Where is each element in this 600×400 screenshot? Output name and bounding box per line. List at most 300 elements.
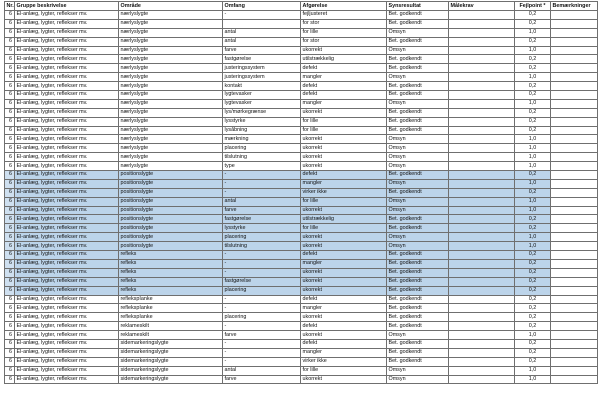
cell-bemaerkninger xyxy=(551,286,598,295)
cell-bemaerkninger xyxy=(551,11,598,20)
cell-omraade: refleks xyxy=(119,277,223,286)
cell-maalekrav xyxy=(449,46,515,55)
cell-nr: 6 xyxy=(5,322,15,331)
table-row xyxy=(5,179,598,188)
cell-maalekrav xyxy=(449,224,515,233)
cell-omfang: tilslutning xyxy=(223,153,301,162)
table-row xyxy=(5,188,598,197)
cell-gruppe: El-anlæg, lygter, reflekser mv. xyxy=(15,215,119,224)
cell-omfang: antal xyxy=(223,28,301,37)
cell-omraade: refleks xyxy=(119,286,223,295)
table-row xyxy=(5,295,598,304)
cell-nr: 6 xyxy=(5,197,15,206)
header-maalekrav: Målekrav xyxy=(449,2,515,11)
cell-gruppe: El-anlæg, lygter, reflekser mv. xyxy=(15,108,119,117)
table-row xyxy=(5,144,598,153)
cell-fejlpoint: 1,0 xyxy=(515,46,551,55)
table-row xyxy=(5,215,598,224)
table-row xyxy=(5,331,598,340)
cell-bemaerkninger xyxy=(551,357,598,366)
cell-afgoerelse: for lille xyxy=(301,197,387,206)
cell-maalekrav xyxy=(449,286,515,295)
cell-fejlpoint: 0,2 xyxy=(515,268,551,277)
cell-afgoerelse: ukorrekt xyxy=(301,242,387,251)
table-row xyxy=(5,82,598,91)
cell-synsresultat: Omsyn xyxy=(387,375,449,384)
cell-fejlpoint: 0,2 xyxy=(515,357,551,366)
table-row xyxy=(5,117,598,126)
inspection-table xyxy=(4,1,598,384)
cell-fejlpoint: 1,0 xyxy=(515,73,551,82)
cell-synsresultat: Bet. godkendt xyxy=(387,215,449,224)
cell-fejlpoint: 0,2 xyxy=(515,348,551,357)
cell-synsresultat: Bet. godkendt xyxy=(387,357,449,366)
cell-omfang: fastgørelse xyxy=(223,277,301,286)
header-bemaerkninger: Bemærkninger xyxy=(551,2,598,11)
cell-nr: 6 xyxy=(5,108,15,117)
cell-gruppe: El-anlæg, lygter, reflekser mv. xyxy=(15,144,119,153)
cell-nr: 6 xyxy=(5,99,15,108)
cell-nr: 6 xyxy=(5,55,15,64)
cell-nr: 6 xyxy=(5,153,15,162)
cell-maalekrav xyxy=(449,11,515,20)
table-row xyxy=(5,339,598,348)
cell-fejlpoint: 0,2 xyxy=(515,295,551,304)
cell-fejlpoint: 0,2 xyxy=(515,11,551,20)
cell-gruppe: El-anlæg, lygter, reflekser mv. xyxy=(15,286,119,295)
cell-afgoerelse: for stor xyxy=(301,19,387,28)
cell-synsresultat: Bet. godkendt xyxy=(387,171,449,180)
cell-synsresultat: Omsyn xyxy=(387,197,449,206)
cell-omraade: sidemarkeringslygte xyxy=(119,357,223,366)
cell-omfang: - xyxy=(223,339,301,348)
cell-omraade: nærlyslygte xyxy=(119,19,223,28)
table-row xyxy=(5,64,598,73)
table-row xyxy=(5,11,598,20)
cell-gruppe: El-anlæg, lygter, reflekser mv. xyxy=(15,242,119,251)
header-fejlpoint: Fejlpoint * xyxy=(515,2,551,11)
cell-maalekrav xyxy=(449,55,515,64)
table-row xyxy=(5,135,598,144)
cell-maalekrav xyxy=(449,357,515,366)
cell-afgoerelse: defekt xyxy=(301,91,387,100)
cell-nr: 6 xyxy=(5,375,15,384)
cell-gruppe: El-anlæg, lygter, reflekser mv. xyxy=(15,251,119,260)
cell-afgoerelse: for lille xyxy=(301,224,387,233)
cell-bemaerkninger xyxy=(551,277,598,286)
cell-bemaerkninger xyxy=(551,162,598,171)
cell-omfang: placering xyxy=(223,233,301,242)
table-row xyxy=(5,348,598,357)
cell-gruppe: El-anlæg, lygter, reflekser mv. xyxy=(15,304,119,313)
table-row xyxy=(5,126,598,135)
cell-afgoerelse: ukorrekt xyxy=(301,277,387,286)
cell-omfang: antal xyxy=(223,37,301,46)
cell-omraade: nærlyslygte xyxy=(119,126,223,135)
cell-synsresultat: Omsyn xyxy=(387,46,449,55)
cell-nr: 6 xyxy=(5,171,15,180)
cell-omfang: type xyxy=(223,162,301,171)
header-omraade: Område xyxy=(119,2,223,11)
cell-bemaerkninger xyxy=(551,304,598,313)
cell-nr: 6 xyxy=(5,268,15,277)
cell-fejlpoint: 0,2 xyxy=(515,304,551,313)
cell-omraade: nærlyslygte xyxy=(119,153,223,162)
cell-fejlpoint: 1,0 xyxy=(515,331,551,340)
cell-synsresultat: Omsyn xyxy=(387,99,449,108)
cell-gruppe: El-anlæg, lygter, reflekser mv. xyxy=(15,224,119,233)
cell-fejlpoint: 0,2 xyxy=(515,19,551,28)
cell-nr: 6 xyxy=(5,277,15,286)
cell-afgoerelse: defekt xyxy=(301,171,387,180)
cell-synsresultat: Omsyn xyxy=(387,73,449,82)
cell-omraade: positionslygte xyxy=(119,197,223,206)
cell-afgoerelse: defekt xyxy=(301,251,387,260)
cell-nr: 6 xyxy=(5,224,15,233)
cell-omfang: farve xyxy=(223,331,301,340)
cell-fejlpoint: 0,2 xyxy=(515,82,551,91)
table-row xyxy=(5,28,598,37)
cell-synsresultat: Bet. godkendt xyxy=(387,82,449,91)
cell-fejlpoint: 0,2 xyxy=(515,224,551,233)
cell-nr: 6 xyxy=(5,19,15,28)
cell-nr: 6 xyxy=(5,28,15,37)
cell-nr: 6 xyxy=(5,286,15,295)
cell-omfang: - xyxy=(223,259,301,268)
cell-maalekrav xyxy=(449,99,515,108)
cell-afgoerelse: for lille xyxy=(301,366,387,375)
cell-afgoerelse: defekt xyxy=(301,64,387,73)
cell-bemaerkninger xyxy=(551,233,598,242)
cell-bemaerkninger xyxy=(551,171,598,180)
cell-bemaerkninger xyxy=(551,206,598,215)
cell-omraade: reflekspIanke xyxy=(119,295,223,304)
cell-omraade: reflekspIanke xyxy=(119,313,223,322)
cell-omfang: lysåbning xyxy=(223,126,301,135)
cell-maalekrav xyxy=(449,339,515,348)
cell-omraade: sidemarkeringslygte xyxy=(119,348,223,357)
cell-nr: 6 xyxy=(5,339,15,348)
cell-synsresultat: Omsyn xyxy=(387,366,449,375)
cell-bemaerkninger xyxy=(551,313,598,322)
cell-fejlpoint: 1,0 xyxy=(515,375,551,384)
cell-bemaerkninger xyxy=(551,46,598,55)
table-body xyxy=(5,11,598,384)
table-row xyxy=(5,206,598,215)
cell-omraade: reklameskilt xyxy=(119,322,223,331)
cell-maalekrav xyxy=(449,348,515,357)
cell-bemaerkninger xyxy=(551,108,598,117)
cell-bemaerkninger xyxy=(551,37,598,46)
cell-maalekrav xyxy=(449,304,515,313)
cell-omfang: - xyxy=(223,322,301,331)
cell-omraade: nærlyslygte xyxy=(119,91,223,100)
cell-fejlpoint: 0,2 xyxy=(515,286,551,295)
cell-gruppe: El-anlæg, lygter, reflekser mv. xyxy=(15,331,119,340)
cell-omraade: nærlyslygte xyxy=(119,117,223,126)
cell-omfang: justeringssystem xyxy=(223,64,301,73)
cell-gruppe: El-anlæg, lygter, reflekser mv. xyxy=(15,11,119,20)
cell-maalekrav xyxy=(449,108,515,117)
cell-bemaerkninger xyxy=(551,295,598,304)
cell-nr: 6 xyxy=(5,11,15,20)
cell-bemaerkninger xyxy=(551,55,598,64)
cell-omraade: refleks xyxy=(119,268,223,277)
cell-bemaerkninger xyxy=(551,153,598,162)
cell-synsresultat: Bet. godkendt xyxy=(387,286,449,295)
cell-nr: 6 xyxy=(5,304,15,313)
cell-maalekrav xyxy=(449,277,515,286)
table-row xyxy=(5,286,598,295)
cell-synsresultat: Bet. godkendt xyxy=(387,126,449,135)
cell-bemaerkninger xyxy=(551,91,598,100)
cell-gruppe: El-anlæg, lygter, reflekser mv. xyxy=(15,197,119,206)
cell-maalekrav xyxy=(449,144,515,153)
cell-omfang: - xyxy=(223,348,301,357)
cell-synsresultat: Omsyn xyxy=(387,179,449,188)
cell-fejlpoint: 0,2 xyxy=(515,55,551,64)
cell-bemaerkninger xyxy=(551,251,598,260)
cell-fejlpoint: 0,2 xyxy=(515,188,551,197)
cell-afgoerelse: mangler xyxy=(301,99,387,108)
cell-fejlpoint: 0,2 xyxy=(515,108,551,117)
cell-nr: 6 xyxy=(5,37,15,46)
cell-afgoerelse: mangler xyxy=(301,304,387,313)
cell-omfang: lysstyrke xyxy=(223,117,301,126)
cell-omfang: - xyxy=(223,295,301,304)
cell-maalekrav xyxy=(449,313,515,322)
cell-gruppe: El-anlæg, lygter, reflekser mv. xyxy=(15,73,119,82)
cell-bemaerkninger xyxy=(551,268,598,277)
cell-nr: 6 xyxy=(5,331,15,340)
cell-fejlpoint: 1,0 xyxy=(515,242,551,251)
cell-synsresultat: Bet. godkendt xyxy=(387,251,449,260)
cell-gruppe: El-anlæg, lygter, reflekser mv. xyxy=(15,91,119,100)
cell-bemaerkninger xyxy=(551,242,598,251)
cell-omfang: - xyxy=(223,188,301,197)
cell-fejlpoint: 1,0 xyxy=(515,99,551,108)
cell-bemaerkninger xyxy=(551,339,598,348)
cell-maalekrav xyxy=(449,206,515,215)
cell-omfang: fastgørelse xyxy=(223,55,301,64)
cell-afgoerelse: mangler xyxy=(301,73,387,82)
table-row xyxy=(5,37,598,46)
cell-omfang: - xyxy=(223,251,301,260)
cell-bemaerkninger xyxy=(551,64,598,73)
cell-omraade: nærlyslygte xyxy=(119,73,223,82)
cell-maalekrav xyxy=(449,233,515,242)
cell-maalekrav xyxy=(449,251,515,260)
cell-gruppe: El-anlæg, lygter, reflekser mv. xyxy=(15,295,119,304)
cell-synsresultat: Omsyn xyxy=(387,153,449,162)
cell-nr: 6 xyxy=(5,348,15,357)
cell-omfang xyxy=(223,19,301,28)
cell-nr: 6 xyxy=(5,242,15,251)
cell-afgoerelse: ukorrekt xyxy=(301,268,387,277)
cell-fejlpoint: 1,0 xyxy=(515,135,551,144)
cell-gruppe: El-anlæg, lygter, reflekser mv. xyxy=(15,126,119,135)
cell-omraade: nærlyslygte xyxy=(119,82,223,91)
cell-omfang: placering xyxy=(223,144,301,153)
cell-omraade: nærlyslygte xyxy=(119,28,223,37)
cell-nr: 6 xyxy=(5,46,15,55)
cell-synsresultat: Bet. godkendt xyxy=(387,304,449,313)
cell-synsresultat: Bet. godkendt xyxy=(387,348,449,357)
cell-afgoerelse: ukorrekt xyxy=(301,144,387,153)
table-row xyxy=(5,322,598,331)
cell-omraade: refleks xyxy=(119,259,223,268)
cell-synsresultat: Bet. godkendt xyxy=(387,188,449,197)
cell-nr: 6 xyxy=(5,295,15,304)
cell-bemaerkninger xyxy=(551,135,598,144)
cell-gruppe: El-anlæg, lygter, reflekser mv. xyxy=(15,313,119,322)
cell-synsresultat: Bet. godkendt xyxy=(387,37,449,46)
cell-nr: 6 xyxy=(5,162,15,171)
cell-nr: 6 xyxy=(5,251,15,260)
cell-omraade: reklameskilt xyxy=(119,331,223,340)
cell-maalekrav xyxy=(449,135,515,144)
cell-omfang: lysstyrke xyxy=(223,224,301,233)
cell-omraade: positionslygte xyxy=(119,206,223,215)
cell-omraade: nærlyslygte xyxy=(119,144,223,153)
cell-nr: 6 xyxy=(5,73,15,82)
table-row xyxy=(5,153,598,162)
cell-afgoerelse: virker ikke xyxy=(301,357,387,366)
cell-omraade: positionslygte xyxy=(119,233,223,242)
cell-maalekrav xyxy=(449,366,515,375)
cell-maalekrav xyxy=(449,179,515,188)
cell-synsresultat: Omsyn xyxy=(387,206,449,215)
cell-synsresultat: Omsyn xyxy=(387,331,449,340)
cell-omfang: placering xyxy=(223,313,301,322)
cell-afgoerelse: for lille xyxy=(301,126,387,135)
cell-afgoerelse: defekt xyxy=(301,295,387,304)
cell-bemaerkninger xyxy=(551,73,598,82)
cell-fejlpoint: 1,0 xyxy=(515,233,551,242)
cell-synsresultat: Bet. godkendt xyxy=(387,339,449,348)
cell-fejlpoint: 0,2 xyxy=(515,259,551,268)
cell-fejlpoint: 0,2 xyxy=(515,126,551,135)
cell-nr: 6 xyxy=(5,64,15,73)
table-row xyxy=(5,313,598,322)
cell-nr: 6 xyxy=(5,188,15,197)
cell-omraade: nærlyslygte xyxy=(119,37,223,46)
cell-afgoerelse: ukorrekt xyxy=(301,135,387,144)
cell-gruppe: El-anlæg, lygter, reflekser mv. xyxy=(15,153,119,162)
cell-maalekrav xyxy=(449,242,515,251)
cell-fejlpoint: 1,0 xyxy=(515,197,551,206)
cell-synsresultat: Omsyn xyxy=(387,162,449,171)
cell-afgoerelse: fejljusteret xyxy=(301,11,387,20)
cell-gruppe: El-anlæg, lygter, reflekser mv. xyxy=(15,277,119,286)
table-row xyxy=(5,375,598,384)
cell-fejlpoint: 1,0 xyxy=(515,162,551,171)
cell-gruppe: El-anlæg, lygter, reflekser mv. xyxy=(15,375,119,384)
cell-omraade: nærlyslygte xyxy=(119,46,223,55)
cell-gruppe: El-anlæg, lygter, reflekser mv. xyxy=(15,348,119,357)
cell-omfang: - xyxy=(223,179,301,188)
cell-fejlpoint: 1,0 xyxy=(515,144,551,153)
cell-afgoerelse: ukorrekt xyxy=(301,162,387,171)
cell-maalekrav xyxy=(449,322,515,331)
cell-synsresultat: Omsyn xyxy=(387,28,449,37)
header-gruppe: Gruppe beskrivelse xyxy=(15,2,119,11)
cell-gruppe: El-anlæg, lygter, reflekser mv. xyxy=(15,28,119,37)
table-row xyxy=(5,304,598,313)
cell-fejlpoint: 0,2 xyxy=(515,251,551,260)
cell-omfang: lygtevasker xyxy=(223,91,301,100)
cell-fejlpoint: 1,0 xyxy=(515,366,551,375)
table-row xyxy=(5,46,598,55)
cell-omfang: mærkning xyxy=(223,135,301,144)
table-row xyxy=(5,224,598,233)
cell-gruppe: El-anlæg, lygter, reflekser mv. xyxy=(15,339,119,348)
cell-maalekrav xyxy=(449,73,515,82)
cell-nr: 6 xyxy=(5,117,15,126)
cell-synsresultat: Bet. godkendt xyxy=(387,108,449,117)
cell-bemaerkninger xyxy=(551,322,598,331)
cell-omfang: antal xyxy=(223,197,301,206)
cell-gruppe: El-anlæg, lygter, reflekser mv. xyxy=(15,268,119,277)
cell-synsresultat: Bet. godkendt xyxy=(387,224,449,233)
cell-fejlpoint: 0,2 xyxy=(515,277,551,286)
cell-afgoerelse: utilstrækkelig xyxy=(301,215,387,224)
cell-bemaerkninger xyxy=(551,117,598,126)
cell-afgoerelse: for stor xyxy=(301,37,387,46)
cell-nr: 6 xyxy=(5,357,15,366)
cell-maalekrav xyxy=(449,197,515,206)
cell-omfang: justeringssystem xyxy=(223,73,301,82)
cell-gruppe: El-anlæg, lygter, reflekser mv. xyxy=(15,135,119,144)
cell-afgoerelse: mangler xyxy=(301,179,387,188)
table-row xyxy=(5,242,598,251)
cell-gruppe: El-anlæg, lygter, reflekser mv. xyxy=(15,55,119,64)
cell-omraade: positionslygte xyxy=(119,242,223,251)
cell-omraade: nærlyslygte xyxy=(119,108,223,117)
cell-maalekrav xyxy=(449,215,515,224)
cell-omraade: positionslygte xyxy=(119,188,223,197)
cell-bemaerkninger xyxy=(551,188,598,197)
cell-afgoerelse: utilstrækkelig xyxy=(301,55,387,64)
cell-omraade: nærlyslygte xyxy=(119,99,223,108)
cell-omfang: farve xyxy=(223,375,301,384)
cell-omfang: farve xyxy=(223,46,301,55)
cell-omraade: positionslygte xyxy=(119,179,223,188)
cell-gruppe: El-anlæg, lygter, reflekser mv. xyxy=(15,46,119,55)
cell-nr: 6 xyxy=(5,91,15,100)
cell-omfang: tilslutning xyxy=(223,242,301,251)
cell-gruppe: El-anlæg, lygter, reflekser mv. xyxy=(15,117,119,126)
cell-afgoerelse: ukorrekt xyxy=(301,331,387,340)
cell-synsresultat: Bet. godkendt xyxy=(387,19,449,28)
cell-omraade: nærlyslygte xyxy=(119,162,223,171)
cell-afgoerelse: mangler xyxy=(301,348,387,357)
cell-maalekrav xyxy=(449,126,515,135)
header-omfang: Omfang xyxy=(223,2,301,11)
cell-nr: 6 xyxy=(5,259,15,268)
table-row xyxy=(5,108,598,117)
cell-synsresultat: Bet. godkendt xyxy=(387,64,449,73)
cell-gruppe: El-anlæg, lygter, reflekser mv. xyxy=(15,171,119,180)
cell-maalekrav xyxy=(449,91,515,100)
cell-omfang: - xyxy=(223,11,301,20)
cell-omraade: sidemarkeringslygte xyxy=(119,375,223,384)
cell-synsresultat: Bet. godkendt xyxy=(387,117,449,126)
cell-bemaerkninger xyxy=(551,126,598,135)
cell-afgoerelse: ukorrekt xyxy=(301,108,387,117)
cell-omfang: - xyxy=(223,357,301,366)
cell-fejlpoint: 1,0 xyxy=(515,153,551,162)
